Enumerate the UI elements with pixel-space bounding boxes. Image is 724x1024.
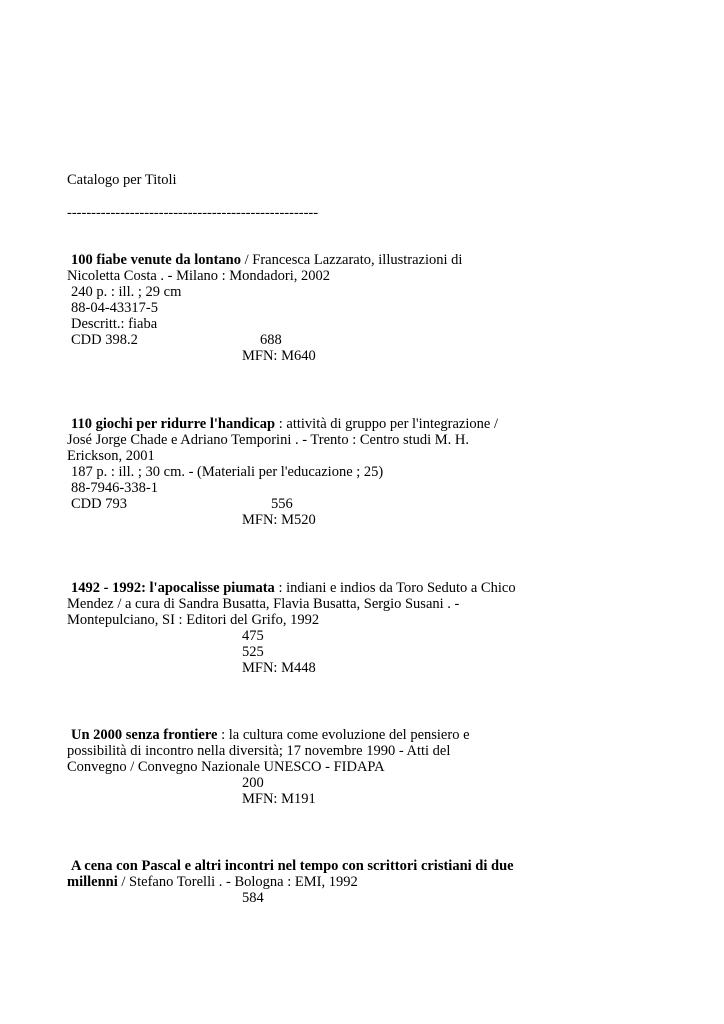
entry-inventory: 475 bbox=[242, 628, 264, 644]
catalog-entry bbox=[67, 416, 537, 528]
entry-physical: 240 p. : ill. ; 29 cm bbox=[71, 284, 182, 300]
entry-description: Montepulciano, SI : Editori del Grifo, 1992 bbox=[67, 612, 320, 628]
entry-title: 100 fiabe venute da lontano bbox=[71, 252, 241, 268]
entry-description: : la cultura come evoluzione del pensiero e bbox=[217, 727, 470, 743]
entry-description: / Francesca Lazzarato, illustrazioni di bbox=[241, 252, 463, 268]
entry-title: Un 2000 senza frontiere bbox=[71, 727, 218, 743]
entry-isbn: 88-7946-338-1 bbox=[71, 480, 158, 496]
entry-description: / Stefano Torelli . - Bologna : EMI, 1992 bbox=[117, 874, 358, 890]
entry-description: José Jorge Chade e Adriano Temporini . - Trento : Centro studi M. H. bbox=[67, 432, 470, 448]
entry-isbn: 88-04-43317-5 bbox=[71, 300, 158, 316]
entry-cdd: CDD 398.2 bbox=[71, 332, 138, 348]
entry-physical: 187 p. : ill. ; 30 cm. - (Materiali per l'educazione ; 25) bbox=[71, 464, 384, 480]
entry-cdd: CDD 793 bbox=[71, 496, 127, 512]
entry-description: Mendez / a cura di Sandra Busatta, Flavia Busatta, Sergio Susani . - bbox=[67, 596, 460, 612]
page-title: Catalogo per Titoli bbox=[67, 172, 177, 188]
divider-line: ---------------------------------------------------- bbox=[67, 205, 319, 221]
entry-description: Erickson, 2001 bbox=[67, 448, 155, 464]
entry-inventory: 584 bbox=[242, 890, 264, 906]
entry-title: 1492 - 1992: l'apocalisse piumata bbox=[71, 580, 275, 596]
entry-inventory: 556 bbox=[271, 496, 293, 512]
entry-subject: Descritt.: fiaba bbox=[71, 316, 158, 332]
catalog-entry bbox=[67, 580, 537, 676]
entry-mfn: MFN: M191 bbox=[242, 791, 316, 807]
entry-description: : attività di gruppo per l'integrazione / bbox=[275, 416, 498, 432]
entry-title: 110 giochi per ridurre l'handicap bbox=[71, 416, 276, 432]
entry-inventory: 525 bbox=[242, 644, 264, 660]
entry-description: Convegno / Convegno Nazionale UNESCO - FIDAPA bbox=[67, 759, 385, 775]
entry-description: : indiani e indios da Toro Seduto a Chico bbox=[274, 580, 516, 596]
entry-description: Nicoletta Costa . - Milano : Mondadori, 2002 bbox=[67, 268, 330, 284]
catalog-entry bbox=[67, 858, 537, 906]
catalog-entry bbox=[67, 252, 537, 364]
entry-inventory: 200 bbox=[242, 775, 264, 791]
entry-inventory: 688 bbox=[260, 332, 282, 348]
entry-title: A cena con Pascal e altri incontri nel tempo con scrittori cristiani di due bbox=[71, 858, 514, 874]
catalog-entry bbox=[67, 727, 537, 807]
entry-description: possibilità di incontro nella diversità; 17 novembre 1990 - Atti del bbox=[67, 743, 451, 759]
entry-mfn: MFN: M520 bbox=[242, 512, 316, 528]
entry-title: millenni bbox=[67, 874, 118, 890]
entry-mfn: MFN: M640 bbox=[242, 348, 316, 364]
entry-mfn: MFN: M448 bbox=[242, 660, 316, 676]
